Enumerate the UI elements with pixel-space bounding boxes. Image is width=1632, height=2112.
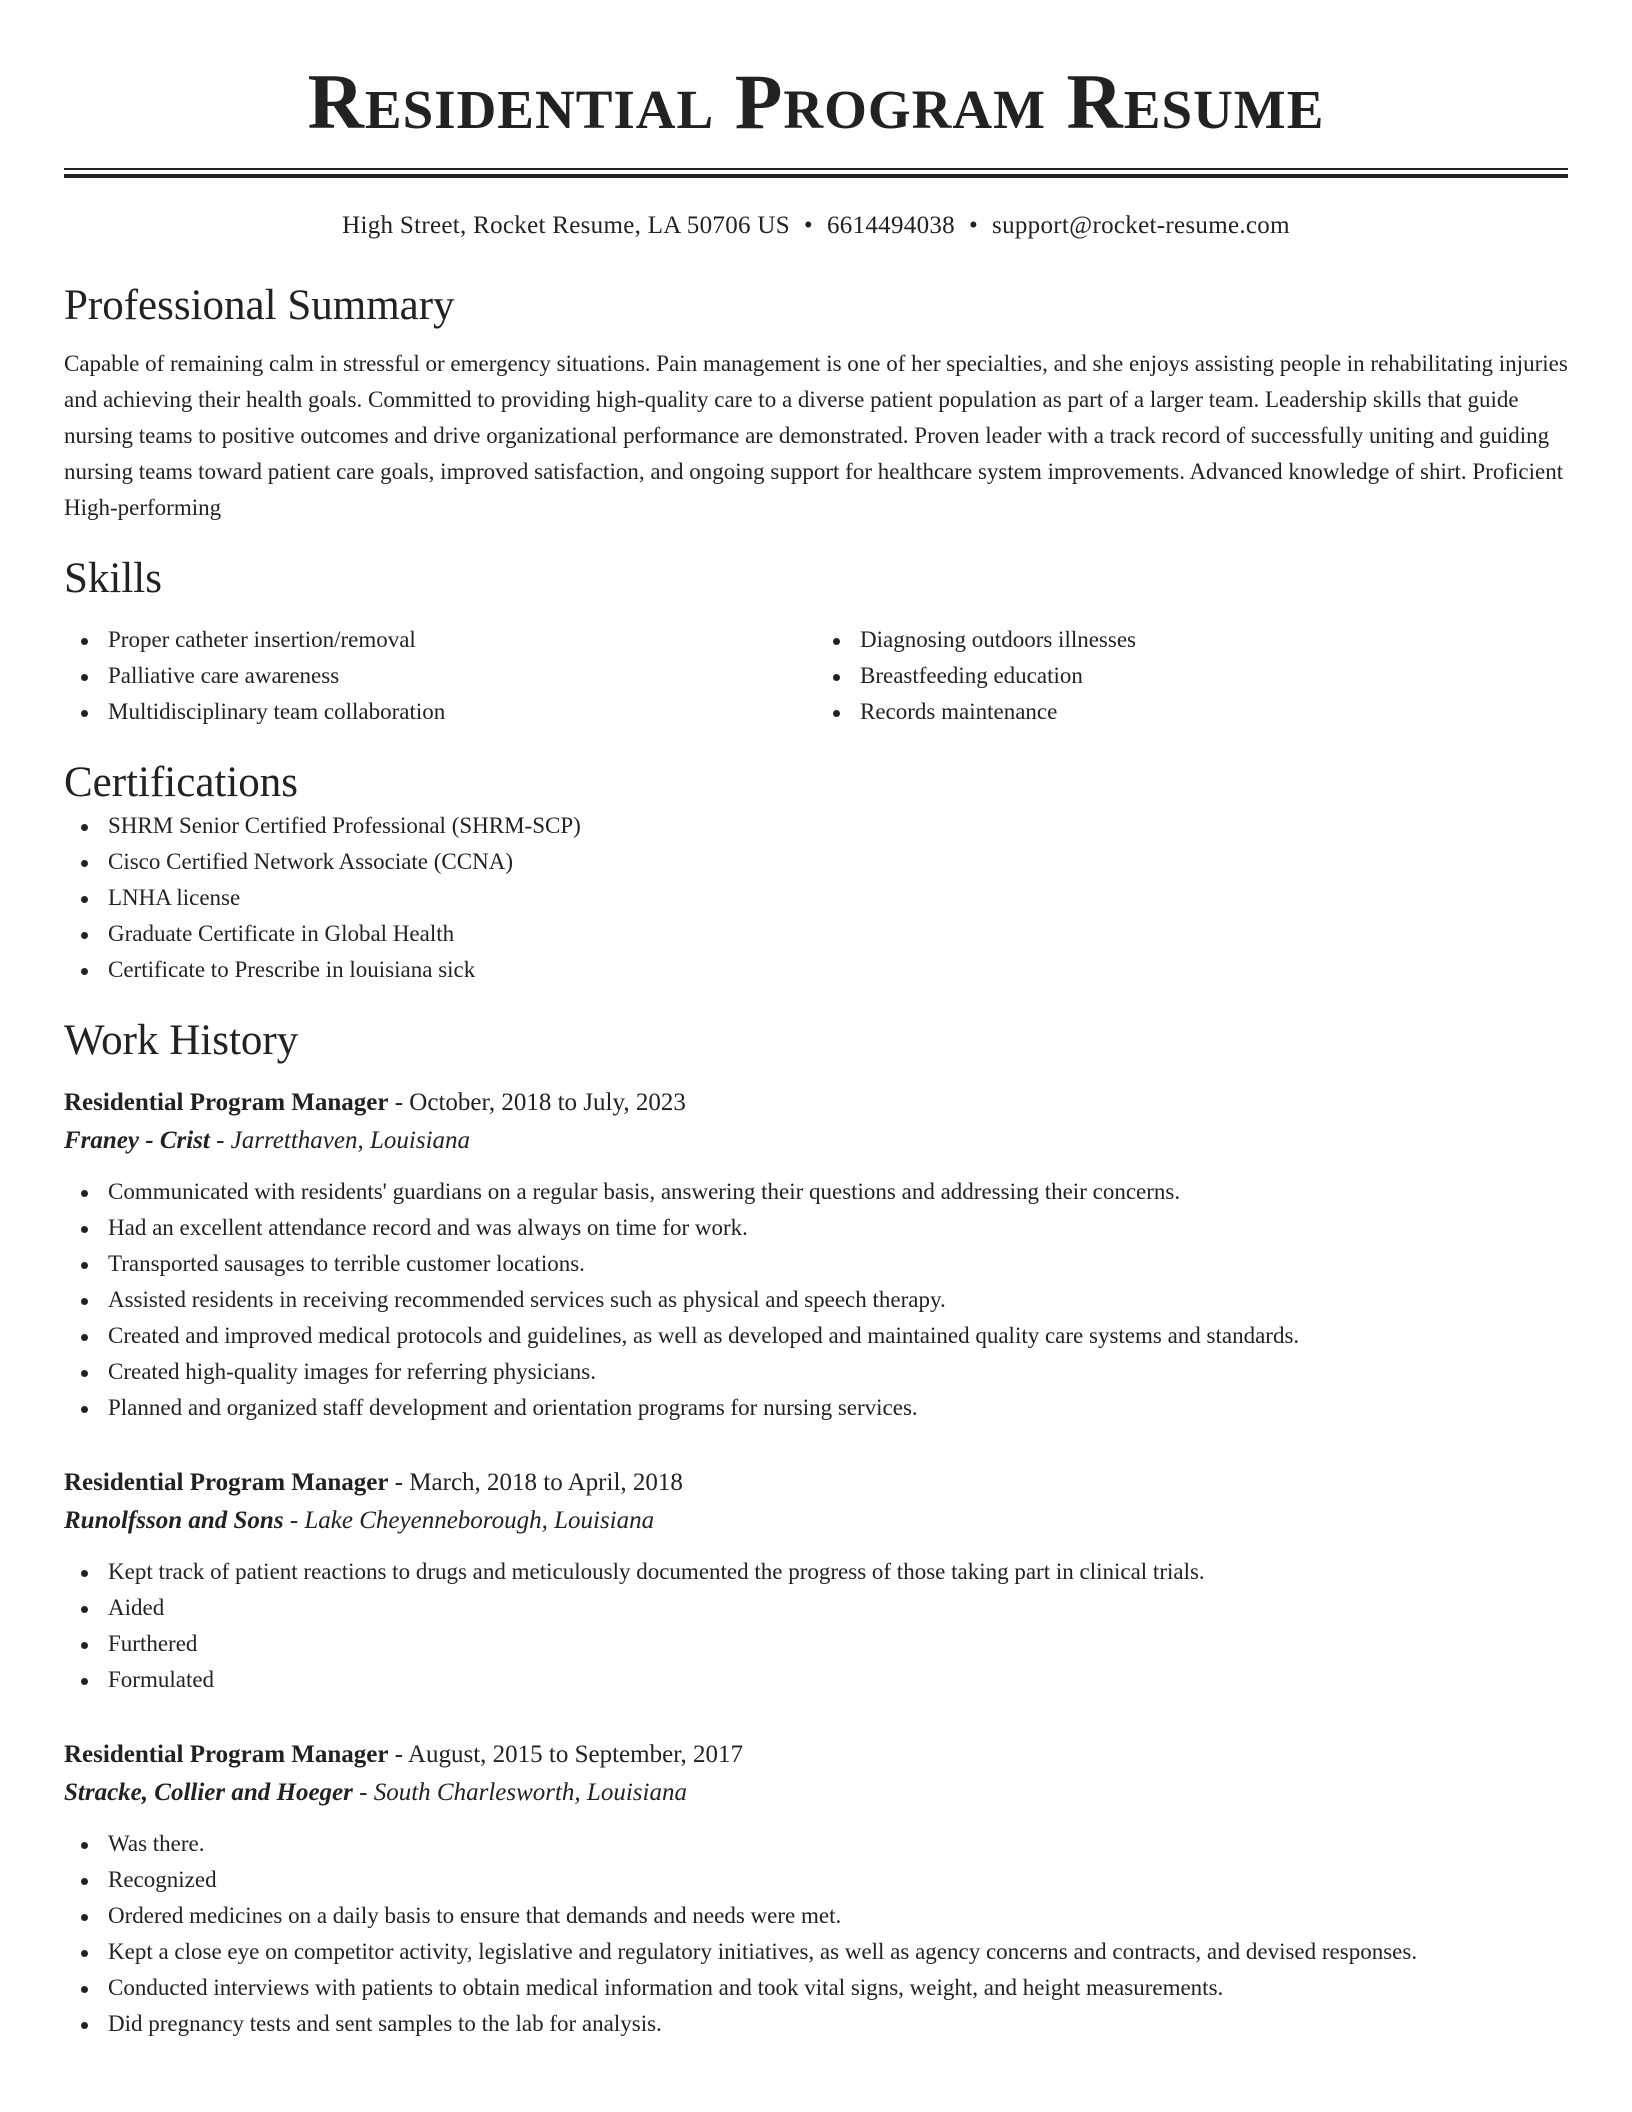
certification-item: Cisco Certified Network Associate (CCNA) xyxy=(64,844,1568,880)
job-location: - Lake Cheyenneborough, Louisiana xyxy=(283,1507,655,1534)
job-duty: Furthered xyxy=(64,1626,1568,1662)
job-duty: Created and improved medical protocols and guidelines, as well as developed and maintained quality care systems and standards. xyxy=(64,1318,1568,1354)
skills-grid xyxy=(64,622,1568,730)
job-header xyxy=(64,1464,1568,1502)
skill-item: Proper catheter insertion/removal xyxy=(64,622,816,658)
job-dates: - March, 2018 to April, 2018 xyxy=(388,1469,683,1496)
job-duty: Was there. xyxy=(64,1826,1568,1862)
resume-title: Residential Program Resume xyxy=(307,58,1325,145)
skills-heading: Skills xyxy=(64,555,162,602)
job-duty: Recognized xyxy=(64,1862,1568,1898)
job-duties-list xyxy=(64,1174,1568,1426)
certification-item: Certificate to Prescribe in louisiana sick xyxy=(64,952,1568,988)
summary-text: Capable of remaining calm in stressful or emergency situations. Pain management is one of her specialties, and she enjoys assisting people in rehabilitating injuries and achieving their health goals. Committed to providing high-quality care to a diverse patient population as part of a larger team. Leadership skills that guide nursing teams to positive outcomes and drive organizational performance are demonstrated. Proven leader with a track record of successfully uniting and guiding nursing teams toward patient care goals, improved satisfaction, and ongoing support for healthcare system improvements. Advanced knowledge of shirt. Proficient High-performing xyxy=(64,351,1568,520)
summary-heading: Professional Summary xyxy=(64,282,455,329)
skill-item: Multidisciplinary team collaboration xyxy=(64,694,816,730)
job-header xyxy=(64,1084,1568,1122)
contact-separator: • xyxy=(803,212,813,239)
job-duty: Had an excellent attendance record and was always on time for work. xyxy=(64,1210,1568,1246)
job-duty: Ordered medicines on a daily basis to ensure that demands and needs were met. xyxy=(64,1898,1568,1934)
contact-separator: • xyxy=(968,212,979,239)
job-duty: Created high-quality images for referring physicians. xyxy=(64,1354,1568,1390)
job-title: Residential Program Manager xyxy=(64,1469,389,1496)
job-duties-list xyxy=(64,1554,1568,1698)
job-duty: Did pregnancy tests and sent samples to the lab for analysis. xyxy=(64,2006,1568,2042)
job-header xyxy=(64,1736,1568,1774)
job-duty: Kept a close eye on competitor activity, legislative and regulatory initiatives, as well as agency concerns and contracts, and devised responses. xyxy=(64,1934,1568,1970)
contact-line xyxy=(64,211,1568,241)
job-company: Franey - Crist xyxy=(64,1127,210,1154)
certification-item: Graduate Certificate in Global Health xyxy=(64,916,1568,952)
job-duty: Planned and organized staff development and orientation programs for nursing services. xyxy=(64,1390,1568,1426)
job-location: - South Charlesworth, Louisiana xyxy=(352,1779,687,1806)
job-duty: Conducted interviews with patients to obtain medical information and took vital signs, weight, and height measurements. xyxy=(64,1970,1568,2006)
certifications-list xyxy=(64,808,1568,988)
contact-phone: 6614494038 xyxy=(826,212,955,239)
job-location: - Jarretthaven, Louisiana xyxy=(209,1127,471,1154)
job-company: Stracke, Collier and Hoeger xyxy=(64,1779,353,1806)
skills-left-list xyxy=(64,622,816,730)
job-duty: Aided xyxy=(64,1590,1568,1626)
skills-right-list xyxy=(816,622,1568,730)
work-history-heading: Work History xyxy=(64,1017,299,1064)
job-title: Residential Program Manager xyxy=(64,1089,389,1116)
job-dates: - October, 2018 to July, 2023 xyxy=(388,1089,686,1116)
job-company-line xyxy=(64,1774,1568,1812)
job-duties-list xyxy=(64,1826,1568,2042)
certification-item: LNHA license xyxy=(64,880,1568,916)
skill-item: Palliative care awareness xyxy=(64,658,816,694)
skill-item: Records maintenance xyxy=(816,694,1568,730)
contact-email: support@rocket-resume.com xyxy=(992,212,1290,239)
job-entry xyxy=(64,1736,1568,2042)
job-dates: - August, 2015 to September, 2017 xyxy=(388,1741,744,1768)
job-duty: Formulated xyxy=(64,1662,1568,1698)
job-entry xyxy=(64,1464,1568,1698)
job-company-line xyxy=(64,1122,1568,1160)
skill-item: Breastfeeding education xyxy=(816,658,1568,694)
job-title: Residential Program Manager xyxy=(64,1741,389,1768)
certification-item: SHRM Senior Certified Professional (SHRM-SCP) xyxy=(64,808,1568,844)
job-duty: Communicated with residents' guardians on a regular basis, answering their questions and addressing their concerns. xyxy=(64,1174,1568,1210)
title-divider xyxy=(64,168,1568,178)
contact-address: High Street, Rocket Resume, LA 50706 US xyxy=(342,212,790,239)
job-company: Runolfsson and Sons xyxy=(64,1507,284,1534)
job-entry xyxy=(64,1084,1568,1426)
job-duty: Transported sausages to terrible customer locations. xyxy=(64,1246,1568,1282)
job-duty: Assisted residents in receiving recommended services such as physical and speech therapy. xyxy=(64,1282,1568,1318)
skill-item: Diagnosing outdoors illnesses xyxy=(816,622,1568,658)
certifications-heading: Certifications xyxy=(64,759,299,806)
job-company-line xyxy=(64,1502,1568,1540)
job-duty: Kept track of patient reactions to drugs and meticulously documented the progress of those taking part in clinical trials. xyxy=(64,1554,1568,1590)
